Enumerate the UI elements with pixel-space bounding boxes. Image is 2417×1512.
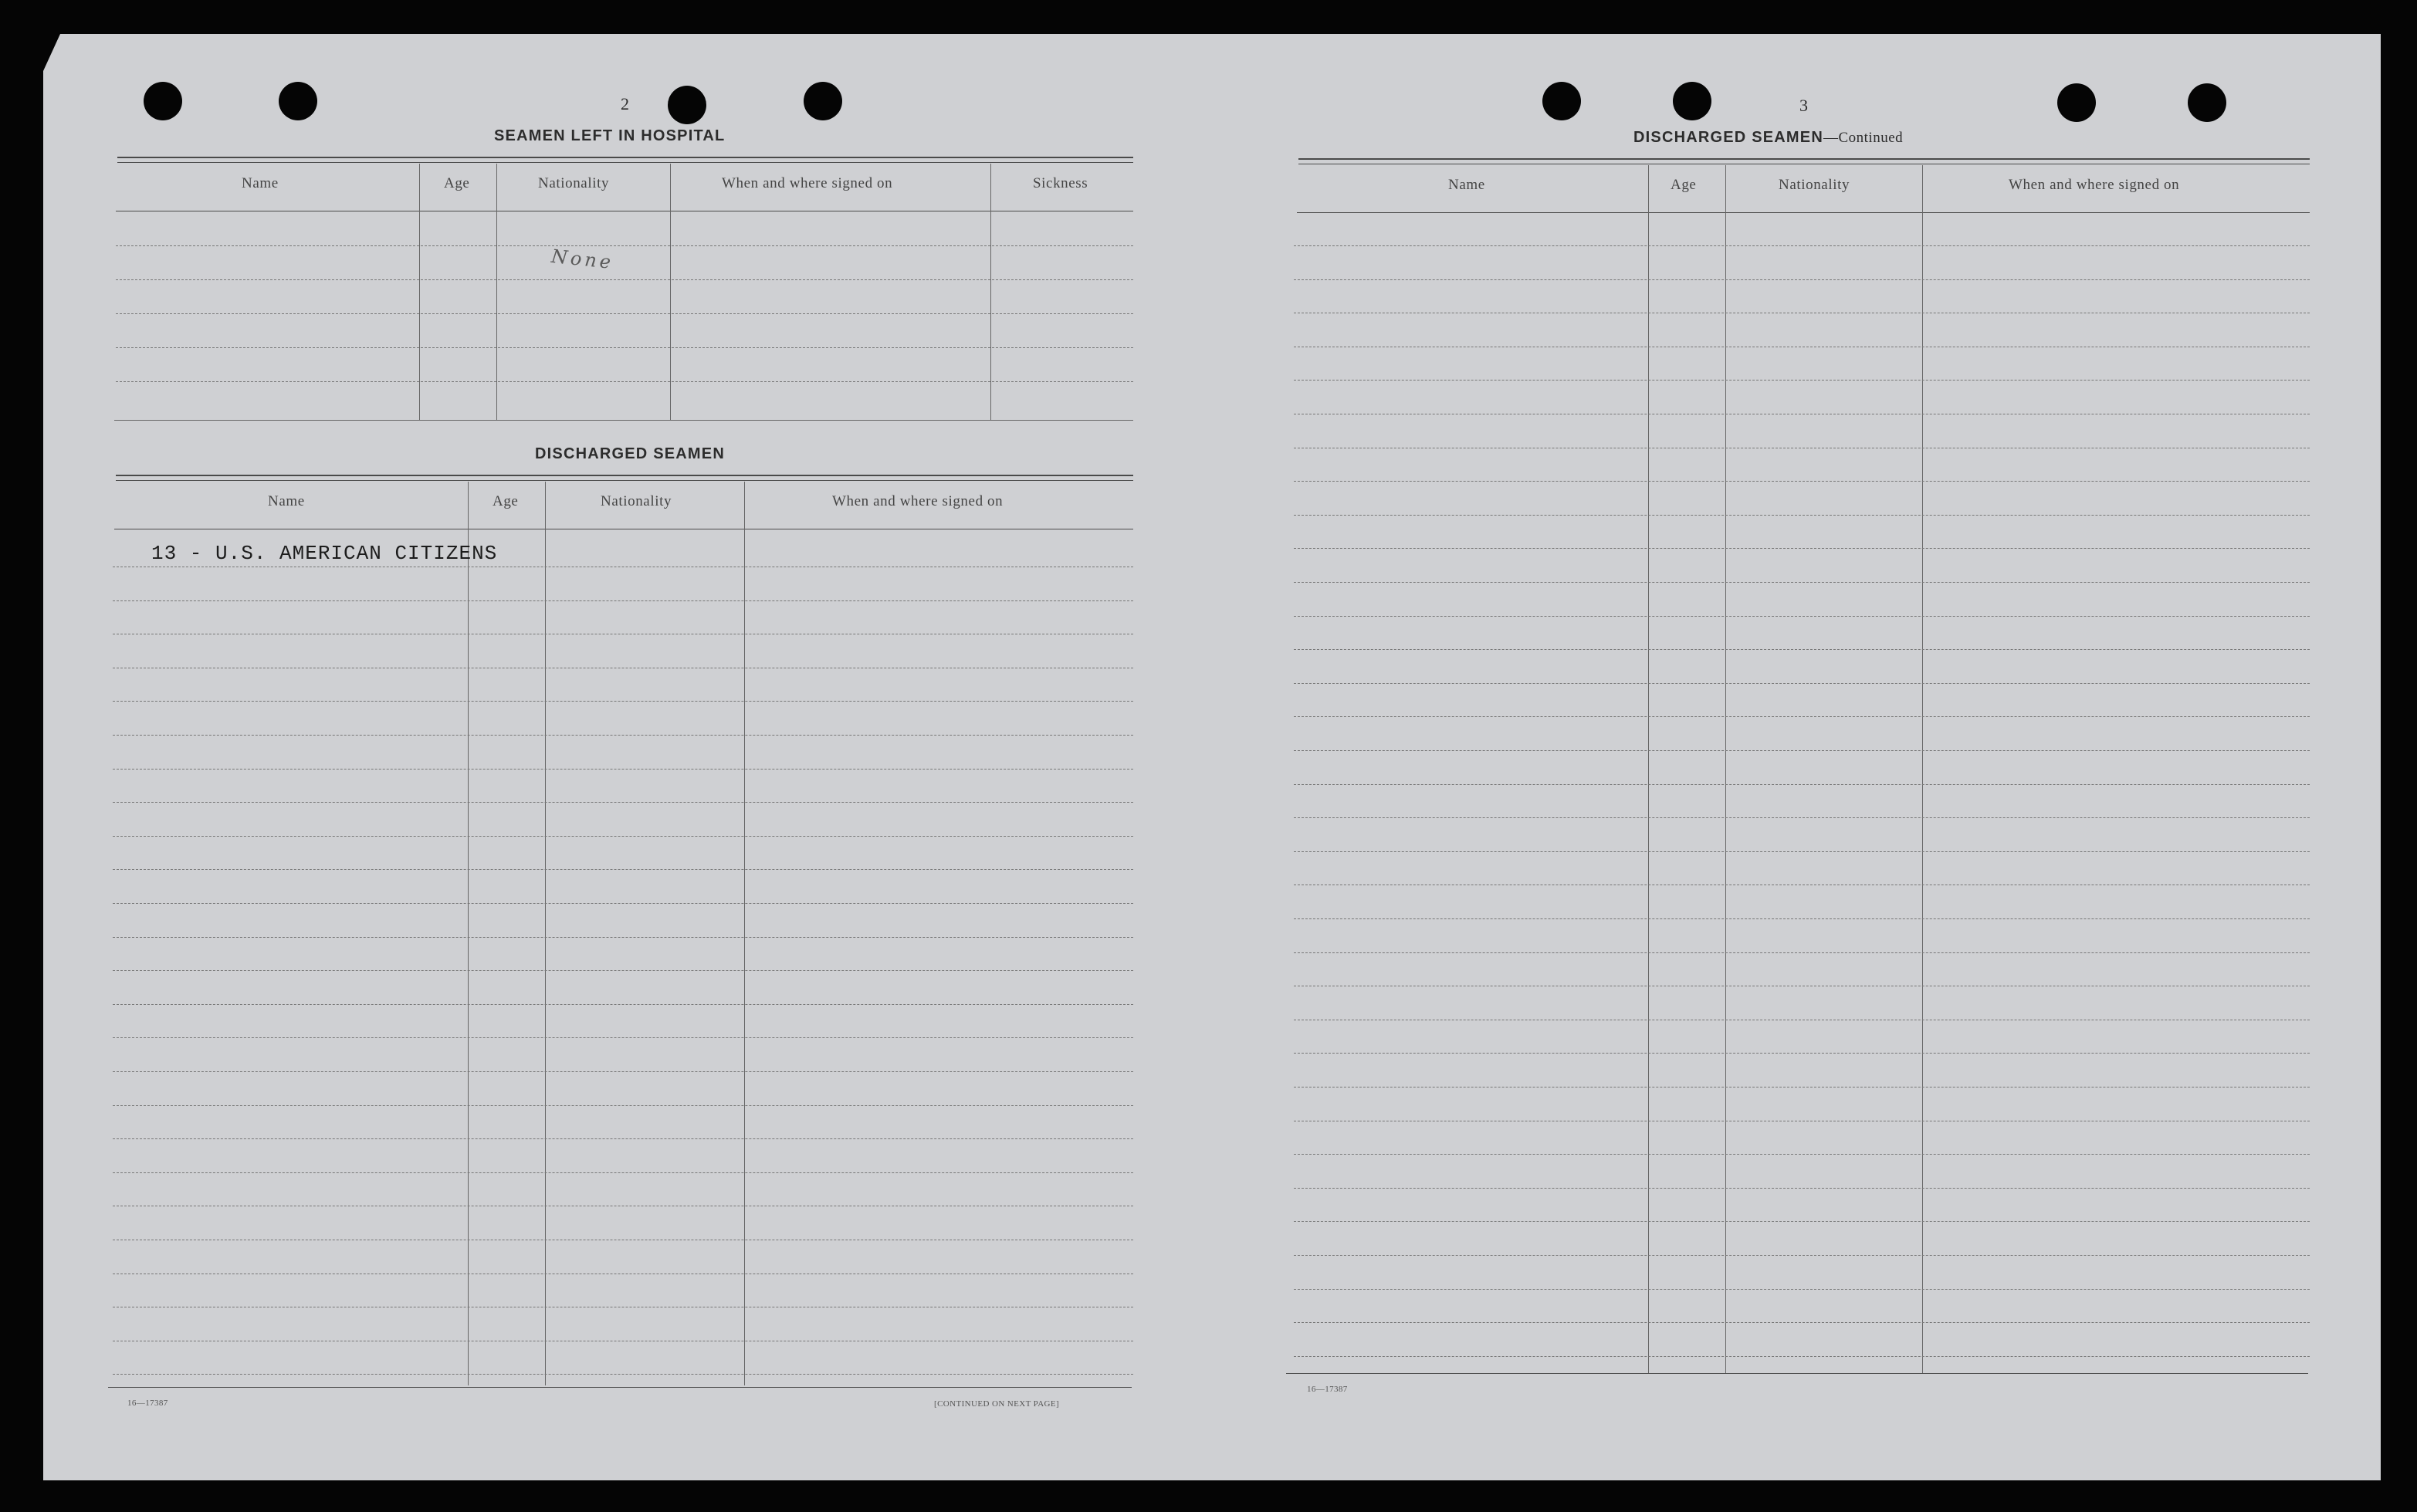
row-line [113,1004,1133,1005]
column-header-nationality: Nationality [601,493,672,509]
row-line [1294,1255,2310,1256]
header-rule [1297,212,2310,213]
row-line [113,1071,1133,1072]
row-line [1294,1221,2310,1222]
row-line [116,313,1133,314]
row-line [113,1172,1133,1173]
punch-hole [279,82,317,120]
row-line [113,903,1133,904]
column-header-age: Age [444,175,470,191]
table-top-rule [117,162,1133,163]
punch-hole [804,82,842,120]
punch-hole [2057,83,2096,122]
row-line [1294,582,2310,583]
punch-hole [2188,83,2226,122]
row-line [113,836,1133,837]
handwritten-none: None [550,245,615,274]
row-line [113,735,1133,736]
column-header-age: Age [1671,177,1697,193]
row-line [1294,616,2310,617]
sheet-corner-cut [43,34,60,71]
row-line [1294,1188,2310,1189]
continued-note: [CONTINUED ON NEXT PAGE] [934,1399,1060,1409]
row-line [113,937,1133,938]
row-line [113,970,1133,971]
column-header-when-where: When and where signed on [2009,177,2180,193]
table-top-rule [1298,158,2310,160]
punch-hole [1542,82,1581,120]
column-header-name: Name [268,493,305,509]
hospital-section-title: SEAMEN LEFT IN HOSPITAL [494,127,726,144]
row-line [1294,380,2310,381]
row-line [1294,851,2310,852]
table-bottom-rule [1286,1373,2308,1374]
row-line [113,802,1133,803]
column-header-name: Name [242,175,279,191]
row-line [113,1105,1133,1106]
title-suffix: —Continued [1823,130,1904,146]
column-divider [545,482,546,1385]
row-line [1294,1356,2310,1357]
column-header-nationality: Nationality [1779,177,1850,193]
table-bottom-rule [108,1387,1132,1388]
row-line [116,381,1133,382]
row-line [1294,817,2310,818]
typed-entry: 13 - U.S. AMERICAN CITIZENS [151,542,498,565]
column-header-sickness: Sickness [1033,175,1088,191]
column-divider [496,164,497,421]
column-divider [468,482,469,1385]
row-line [113,769,1133,770]
row-line [113,701,1133,702]
form-number: 16—17387 [127,1399,168,1408]
row-line [1294,750,2310,751]
table-top-rule [116,480,1133,481]
column-divider [419,164,420,421]
table-top-rule [116,475,1133,476]
discharged-continued-title [1633,129,1903,147]
column-header-nationality: Nationality [538,175,610,191]
punch-hole [1673,82,1711,120]
row-line [113,600,1133,601]
row-line [1294,952,2310,953]
row-line [116,245,1133,246]
row-line [1294,481,2310,482]
discharged-section-title: DISCHARGED SEAMEN [535,445,725,462]
row-line [1294,1322,2310,1323]
row-line [1294,1289,2310,1290]
row-line [1294,649,2310,650]
table-top-rule [117,157,1133,158]
title-main: DISCHARGED SEAMEN [1633,129,1823,146]
column-header-name: Name [1448,177,1485,193]
punch-hole [668,86,706,124]
row-line [1294,245,2310,246]
punch-hole [144,82,182,120]
row-line [116,347,1133,348]
column-header-when-where: When and where signed on [832,493,1004,509]
row-line [116,279,1133,280]
page-number: 3 [1799,96,1809,115]
row-line [1294,918,2310,919]
column-divider [990,164,991,421]
row-line [1294,683,2310,684]
form-number: 16—17387 [1307,1385,1348,1394]
row-line [1294,784,2310,785]
column-divider [670,164,671,421]
row-line [113,869,1133,870]
row-line [113,1374,1133,1375]
column-header-when-where: When and where signed on [722,175,893,191]
document-sheet [43,34,2381,1480]
row-line [114,420,1133,421]
column-header-age: Age [493,493,519,509]
row-line [113,1138,1133,1139]
row-line [113,1037,1133,1038]
row-line [1294,515,2310,516]
row-line [1294,279,2310,280]
row-line [1294,1053,2310,1054]
column-divider [744,482,745,1385]
page-number: 2 [621,94,630,113]
row-line [1294,1154,2310,1155]
row-line [1294,716,2310,717]
row-line [1294,548,2310,549]
